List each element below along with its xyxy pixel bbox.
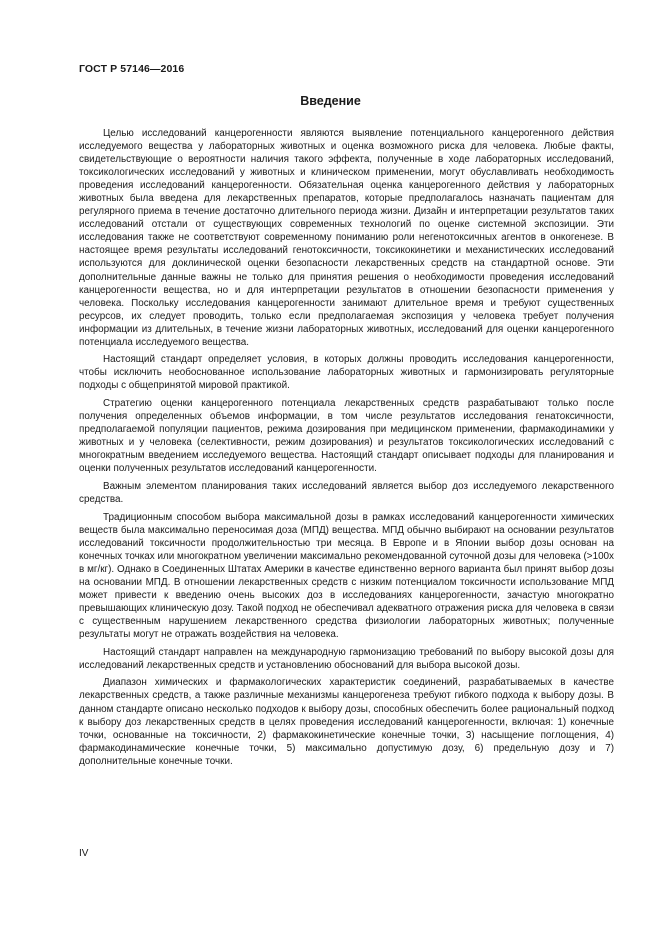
paragraph-6: Настоящий стандарт направлен на международную гармонизацию требований по выбору высокой дозы для исследований лекарственных средств и установлению обоснований для выбора высокой дозы.: [79, 646, 614, 671]
standard-designation: ГОСТ Р 57146—2016: [79, 63, 185, 75]
section-title: Введение: [300, 94, 361, 108]
paragraph-4: Важным элементом планирования таких исследований является выбор доз исследуемого лекарственного средства.: [79, 481, 614, 506]
paragraph-1: Целью исследований канцерогенности являются выявление потенциального канцерогенного действия исследуемого вещества у лабораторных животных и оценка возможного риска для человека. Любые факты, свидетельствующие о вероятности наличия такого эффекта, полученные в ходе лабораторных исследований, токсикологических исследований у животных и клиническом применении, могут обуславливать необходимость проведения исследований канцерогенности. Обязательная оценка канцерогенного действия у лабораторных животных была введена для лекарственных препаратов, которые предполагалось назначать пациентам для регулярного приема в течение достаточно длительного периода жизни. Дизайн и интерпретации результатов таких исследований отстали от существующих современных технологий по оценке системной экспозиции. Эти исследования также не соответствуют современному пониманию роли негенотоксичных агентов в онкогенезе. В настоящее время результаты исследований генотоксичности, токсикокинетики и механистических исследований используются для доклинической оценки безопасности лекарственных средств на стандартной основе. Эти дополнительные данные важны не только для принятия решения о необходимости проведения исследований канцерогенности вещества, но и для интерпретации результатов в отношении безопасности применения у человека. Поскольку исследования канцерогенности занимают длительное время и требуют существенных ресурсов, их следует проводить, только если предполагаемая экспозиция у человека требует получения информации из длительных, в течение жизни лабораторных животных, исследований для оценки канцерогенного потенциала исследуемого вещества.: [79, 128, 614, 348]
section-body: [79, 127, 614, 772]
page-number: IV: [79, 848, 89, 859]
paragraph-5: Традиционным способом выбора максимальной дозы в рамках исследований канцерогенности химических веществ была максимально переносимая доза (МПД) вещества. МПД обычно выбирают на основании результатов исследований токсичности продолжительностью три месяца. В Европе и в Японии выбор дозы основан на конечных точках или многократном увеличении максимально рекомендованной суточной дозы для человека (>100х в мг/кг). Однако в Соединенных Штатах Америки в качестве единственно верного варианта был принят выбор дозы на основании МПД. В отношении лекарственных средств с низким потенциалом токсичности использование МПД может привести к введению очень высоких доз в исследованиях канцерогенности, зачастую многократно превышающих клиническую дозу. Такой подход не обеспечивал адекватного отражения риска для человека в связи с существенным нарушением лекарственного средства физиологии лабораторных животных; полученные результаты могут не отражать воздействия на человека.: [79, 511, 614, 641]
paragraph-7: Диапазон химических и фармакологических характеристик соединений, разрабатываемых в качестве лекарственных средств, а также различные механизмы канцерогенеза требуют гибкого подхода к выбору дозы. В данном стандарте описано несколько подходов к выбору дозы, способных обеспечить более рациональный подход к выбору доз лекарственных средств в целях проведения исследований канцерогенности, включая: 1) конечные точки, основанные на токсичности, 2) фармакокинетические конечные точки, 3) насыщение поглощения, 4) фармакодинамические конечные точки, 5) максимально допустимую дозу, 6) предельную дозу и 7) дополнительные конечные точки.: [79, 677, 614, 767]
paragraph-2: Настоящий стандарт определяет условия, в которых должны проводить исследования канцерогенности, чтобы исключить необоснованное использование лабораторных животных и гармонизировать регуляторные подходы с общепринятой мировой практикой.: [79, 354, 614, 392]
paragraph-3: Стратегию оценки канцерогенного потенциала лекарственных средств разрабатывают только после получения определенных объемов информации, в том числе результатов исследования генатоксичности, предполагаемой популяции пациентов, режима дозирования при медицинском применении, фармакодинамики у животных и у человека (селективности, режим дозирования) и результатов токсикологических исследований с многократным введением исследуемого вещества. Настоящий стандарт описывает подходы для планирования и оценки полученных результатов исследований канцерогенности.: [79, 398, 614, 475]
